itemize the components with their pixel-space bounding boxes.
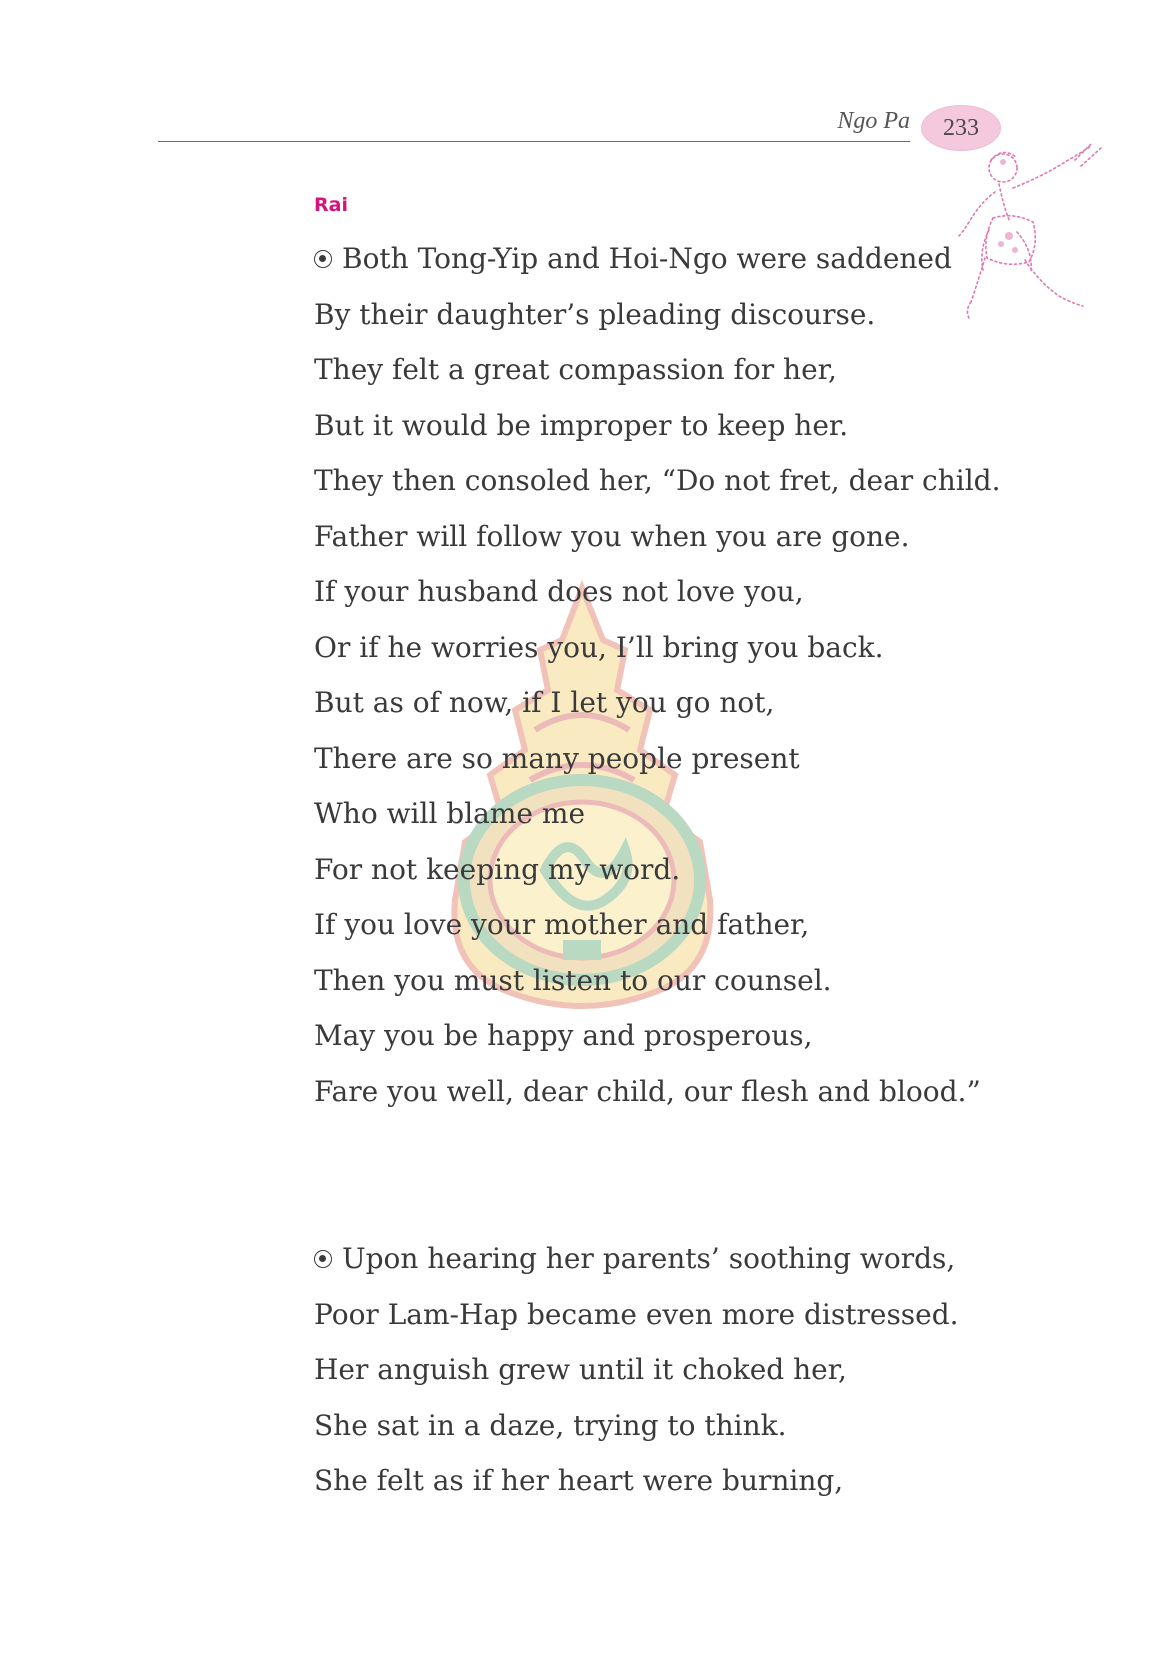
verse-line: But as of now, if I let you go not, (314, 686, 775, 719)
verse-line: Father will follow you when you are gone. (314, 519, 910, 553)
verse-line: Or if he worries you, I’ll bring you back. (314, 630, 884, 664)
verse-line: Then you must listen to our counsel. (314, 963, 832, 997)
stanza (314, 1231, 959, 1509)
verse-line: She felt as if her heart were burning, (314, 1464, 844, 1497)
bullet-circle-icon (314, 250, 332, 268)
verse-line: If you love your mother and father, (314, 908, 810, 941)
bullet-circle-icon (314, 1250, 332, 1268)
verse-line: For not keeping my word. (314, 852, 681, 886)
section-label: Rai (314, 194, 348, 216)
verse-line: They felt a great compassion for her, (314, 353, 837, 386)
verse-line: She sat in a daze, trying to think. (314, 1408, 787, 1442)
verse-line: By their daughter’s pleading discourse. (314, 297, 876, 331)
verse-line: They then consoled her, “Do not fret, dear child. (314, 464, 1001, 497)
verse-line: There are so many people present (314, 741, 800, 775)
stanza (314, 231, 1001, 1119)
header-rule (158, 141, 910, 142)
verse-line: Poor Lam-Hap became even more distressed. (314, 1297, 959, 1331)
page-number: 233 (943, 114, 979, 141)
verse-line: Both Tong-Yip and Hoi-Ngo were saddened (314, 231, 1001, 287)
verse-line: If your husband does not love you, (314, 575, 804, 608)
verse-line: Her anguish grew until it choked her, (314, 1353, 847, 1386)
verse-line: But it would be improper to keep her. (314, 408, 849, 442)
verse-line: May you be happy and prosperous, (314, 1019, 813, 1052)
verse-line: Fare you well, dear child, our flesh and blood.” (314, 1074, 981, 1108)
verse-line: Upon hearing her parents’ soothing words, (314, 1231, 959, 1287)
verse-line: Who will blame me (314, 797, 586, 830)
running-title: Ngo Pa (837, 108, 910, 134)
